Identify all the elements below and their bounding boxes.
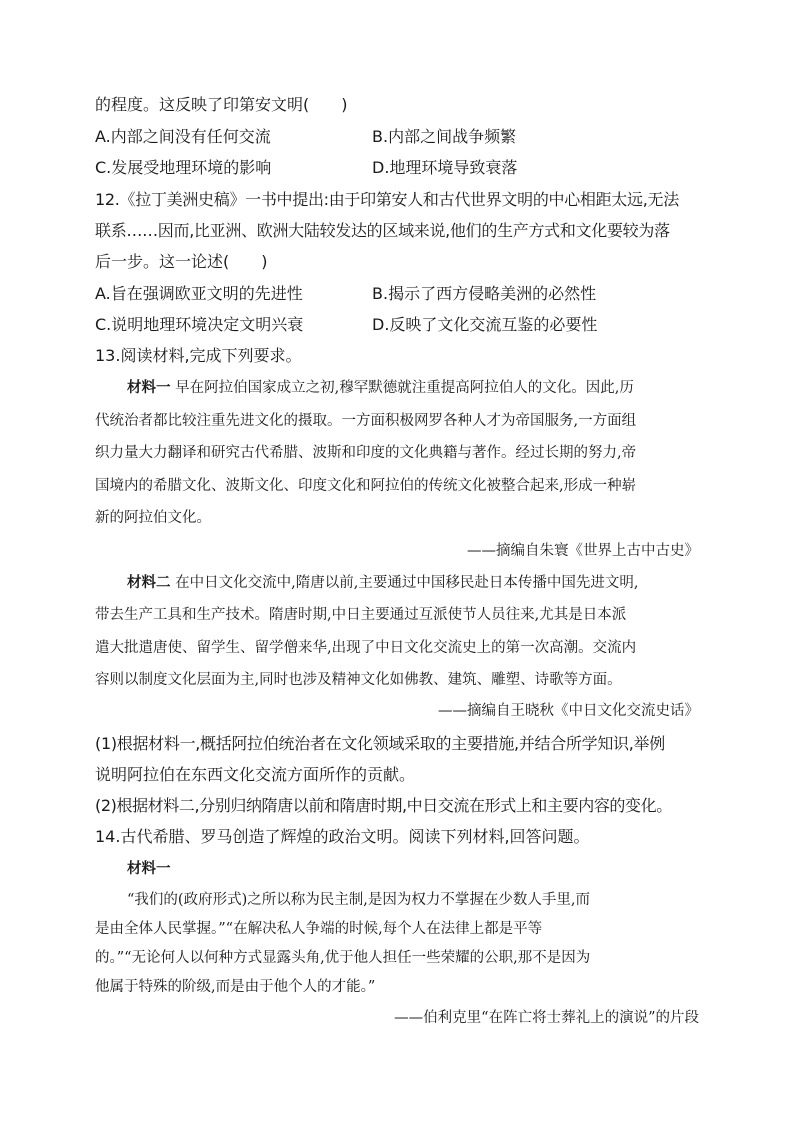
q11-option-c: C.发展受地理环境的影响 xyxy=(95,158,272,177)
q13-requirement-1-line-2: 说明阿拉伯在东西文化交流方面所作的贡献。 xyxy=(95,765,416,784)
q11-option-d: D.地理环境导致衰落 xyxy=(372,158,518,177)
q12-option-a: A.旨在强调欧亚文明的先进性 xyxy=(95,284,303,303)
q14-material1-line-3: 的。”“无论何人以何种方式显露头角,优于他人担任一些荣耀的公职,那不是因为 xyxy=(95,950,591,966)
q12-stem-line-1: 12.《拉丁美洲史稿》一书中提出:由于印第安人和古代世界文明的中心相距太远,无法 xyxy=(95,190,679,209)
q13-material1-source: ——摘编自朱寰《世界上古中古史》 xyxy=(467,543,699,559)
q14-material1-label: 材料一 xyxy=(127,860,171,877)
q13-material1-line-2: 代统治者都比较注重先进文化的摄取。一方面积极网罗各种人才为帝国服务,一方面组 xyxy=(95,413,637,429)
q13-material1-line-4: 国境内的希腊文化、波斯文化、印度文化和阿拉伯的传统文化被整合起来,形成一种崭 xyxy=(95,478,637,494)
q14-title: 14.古代希腊、罗马创造了辉煌的政治文明。阅读下列材料,回答问题。 xyxy=(95,827,590,846)
q12-stem-line-3: 后一步。这一论述( ) xyxy=(95,252,268,271)
material-label: 材料一 xyxy=(127,379,171,396)
q13-material2-line-3: 遣大批遣唐使、留学生、留学僧来华,出现了中日文化交流史上的第一次高潮。交流内 xyxy=(95,640,637,656)
q13-title: 13.阅读材料,完成下列要求。 xyxy=(95,346,302,365)
q11-option-b: B.内部之间战争频繁 xyxy=(372,127,517,146)
q13-requirement-2: (2)根据材料二,分别归纳隋唐以前和隋唐时期,中日交流在形式上和主要内容的变化。 xyxy=(95,796,672,815)
q12-option-c: C.说明地理环境决定文明兴衰 xyxy=(95,315,304,334)
q13-material1-line-3: 织力量大力翻译和研究古代希腊、波斯和印度的文化典籍与著作。经过长期的努力,帝 xyxy=(95,445,637,461)
q14-material1-line-4: 他属于特殊的阶级,而是由于他个人的才能。” xyxy=(95,979,376,995)
q13-material2-source: ——摘编自王晓秋《中日文化交流史话》 xyxy=(438,703,699,719)
material-label: 材料二 xyxy=(127,574,171,591)
q14-material1-line-1: “我们的(政府形式)之所以称为民主制,是因为权力不掌握在少数人手里,而 xyxy=(127,892,590,908)
q13-material2-line-1 xyxy=(95,572,699,594)
q13-material2-line-2: 带去生产工具和生产技术。隋唐时期,中日主要通过互派使节人员往来,尤其是日本派 xyxy=(95,607,627,623)
material-text: 在中日文化交流中,隋唐以前,主要通过中国移民赴日本传播中国先进文明, xyxy=(175,575,639,591)
q14-material1-line-2: 是由全体人民掌握。”“在解决私人争端的时候,每个人在法律上都是平等 xyxy=(95,921,543,937)
q11-stem-end: 的程度。这反映了印第安文明( ) xyxy=(95,95,348,114)
q13-material2-line-4: 容则以制度文化层面为主,同时也涉及精神文化如佛教、建筑、雕塑、诗歌等方面。 xyxy=(95,672,622,688)
material-text: 早在阿拉伯国家成立之初,穆罕默德就注重提高阿拉伯人的文化。因此,历 xyxy=(175,380,634,396)
q13-material1-line-1 xyxy=(95,377,699,399)
q13-requirement-1-line-1: (1)根据材料一,概括阿拉伯统治者在文化领域采取的主要措施,并结合所学知识,举例 xyxy=(95,734,665,753)
q11-option-a: A.内部之间没有任何交流 xyxy=(95,127,271,146)
q12-stem-line-2: 联系……因而,比亚洲、欧洲大陆较发达的区域来说,他们的生产方式和文化要较为落 xyxy=(95,221,670,240)
q13-material1-line-5: 新的阿拉伯文化。 xyxy=(95,510,211,526)
q14-material1-source: ——伯利克里“在阵亡将士葬礼上的演说”的片段 xyxy=(394,1010,699,1026)
q12-option-d: D.反映了文化交流互鉴的必要性 xyxy=(372,315,598,334)
q12-option-b: B.揭示了西方侵略美洲的必然性 xyxy=(372,284,597,303)
